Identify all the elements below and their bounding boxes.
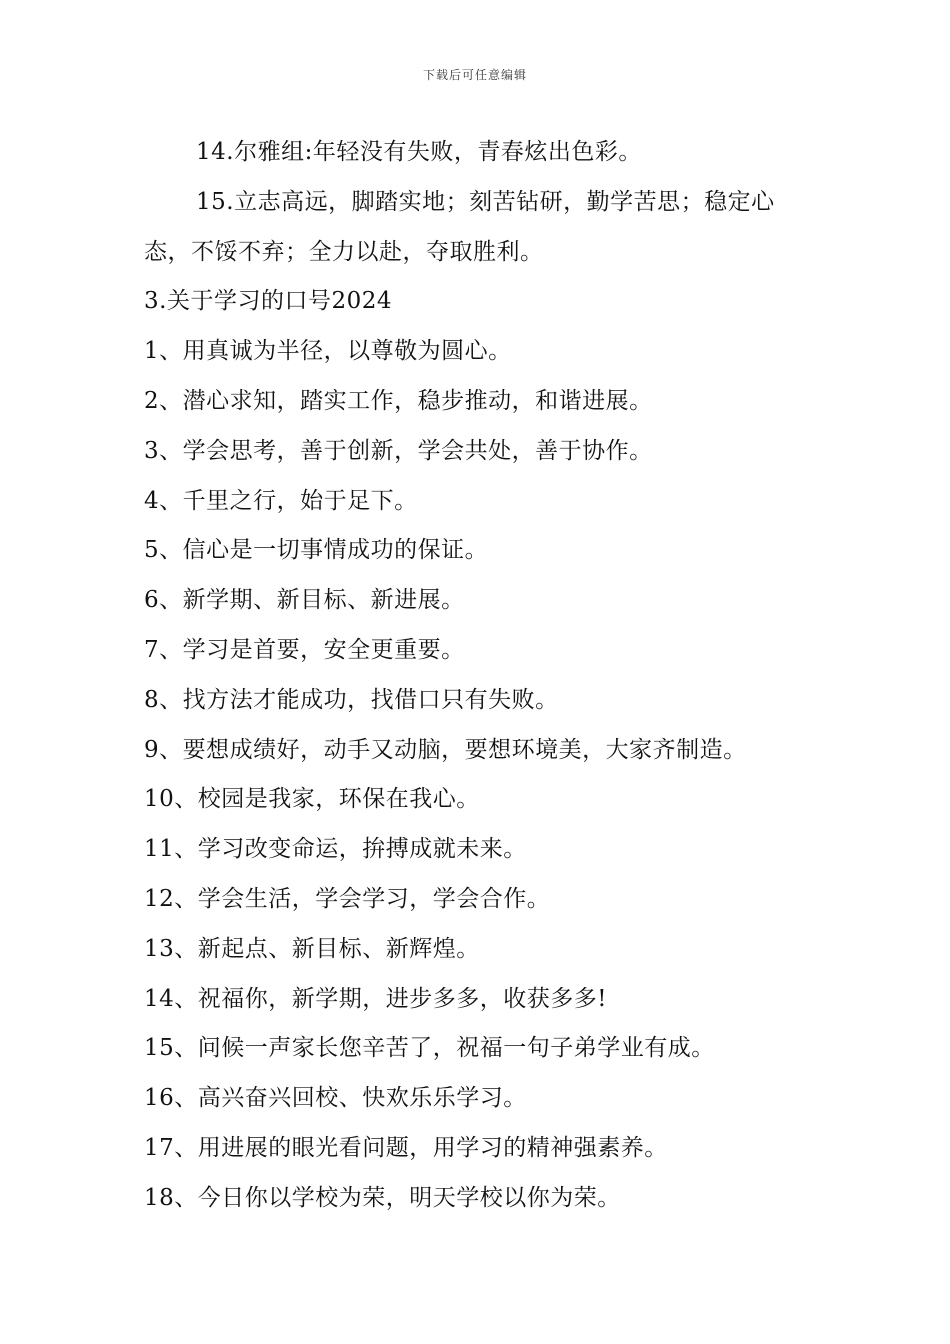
slogan-item: 5、信心是一切事情成功的保证。 (144, 537, 489, 564)
slogan-item: 3、学会思考，善于创新，学会共处，善于协作。 (144, 437, 653, 464)
slogan-item: 16、高兴奋兴回校、快欢乐乐学习。 (144, 1085, 527, 1112)
slogan-item: 7、学习是首要，安全更重要。 (144, 636, 465, 663)
paragraph-14: 14.尔雅组:年轻没有失败，青春炫出色彩。 (196, 139, 642, 165)
slogan-item: 9、要想成绩好，动手又动脑，要想环境美，大家齐制造。 (144, 736, 747, 763)
document-body (144, 128, 814, 1224)
slogan-item: 17、用进展的眼光看问题，用学习的精神强素养。 (144, 1134, 668, 1161)
paragraph-15: 15.立志高远，脚踏实地；刻苦钻研，勤学苦思；稳定心态，不馁不弃；全力以赴，夺取胜利。 (144, 188, 775, 265)
slogan-item: 6、新学期、新目标、新进展。 (144, 587, 465, 614)
slogan-list (144, 327, 814, 1223)
slogan-item: 13、新起点、新目标、新辉煌。 (144, 935, 480, 962)
slogan-item: 18、今日你以学校为荣，明天学校以你为荣。 (144, 1184, 621, 1211)
slogan-item: 10、校园是我家，环保在我心。 (144, 786, 480, 813)
slogan-item: 14、祝福你，新学期，进步多多，收获多多! (144, 985, 608, 1012)
slogan-item: 2、潜心求知，踏实工作，稳步推动，和谐进展。 (144, 387, 653, 414)
slogan-item: 15、问候一声家长您辛苦了，祝福一句子弟学业有成。 (144, 1035, 715, 1062)
slogan-item: 4、千里之行，始于足下。 (144, 487, 418, 514)
slogan-item: 11、学习改变命运，拚搏成就未来。 (144, 836, 527, 863)
slogan-item: 8、找方法才能成功，找借口只有失败。 (144, 686, 559, 713)
section-title: 3.关于学习的口号2024 (144, 288, 392, 315)
slogan-item: 1、用真诚为半径，以尊敬为圆心。 (144, 338, 512, 365)
header-note: 下载后可任意编辑 (422, 68, 527, 82)
slogan-item: 12、学会生活，学会学习，学会合作。 (144, 885, 551, 912)
